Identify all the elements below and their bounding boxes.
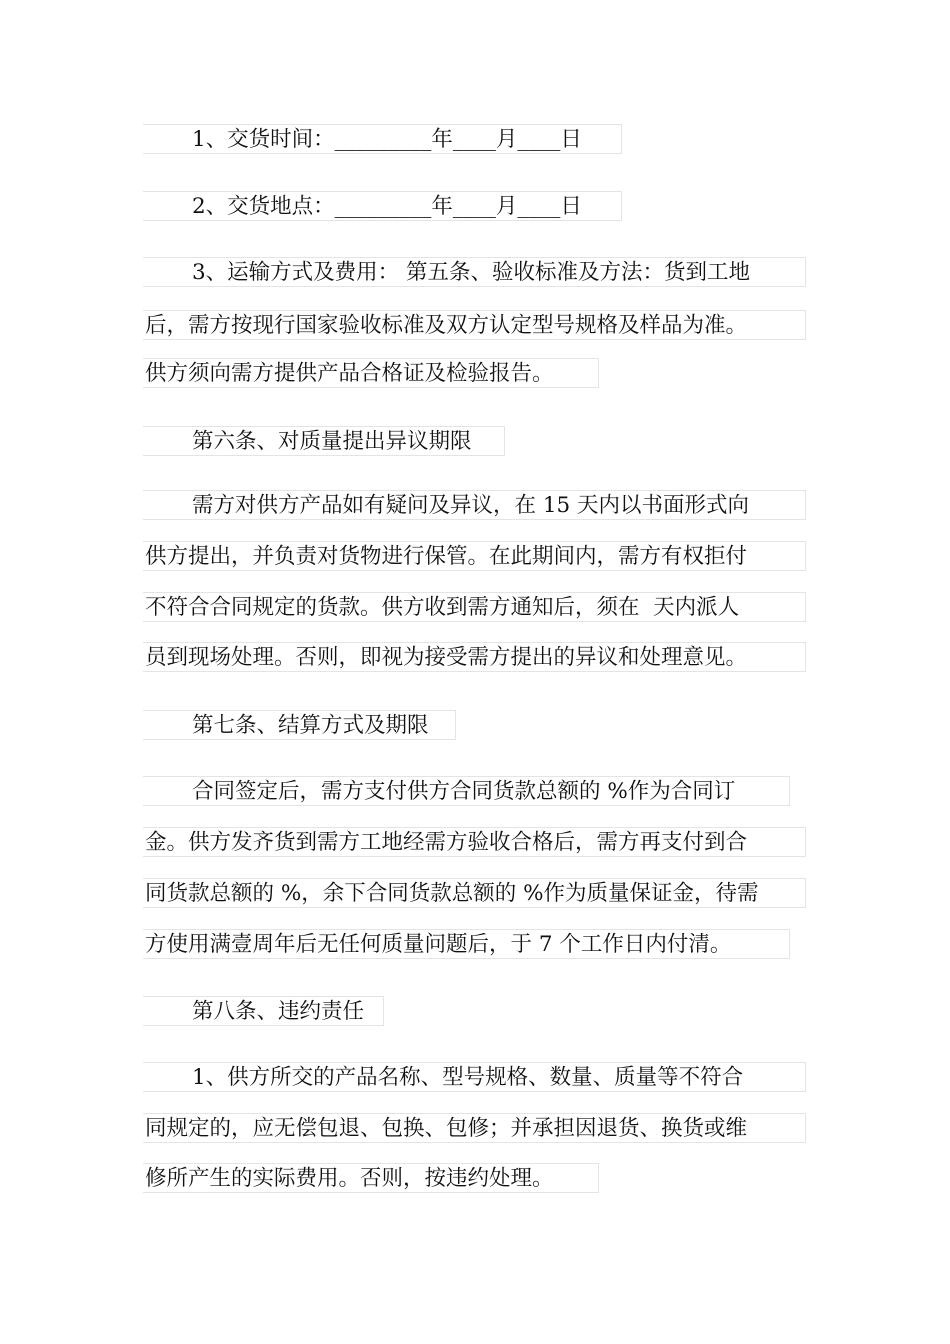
paragraph-line: 1、供方所交的产品名称、型号规格、数量、质量等不符合 [143,1062,806,1092]
paragraph-line: 后，需方按现行国家验收标准及双方认定型号规格及样品为准。 [143,310,806,340]
paragraph-line: 3、运输方式及费用： 第五条、验收标准及方法：货到工地 [143,257,806,287]
paragraph-line: 需方对供方产品如有疑问及异议，在 15 天内以书面形式向 [143,490,806,520]
section-heading-6: 第六条、对质量提出异议期限 [143,426,505,456]
paragraph-line: 方使用满壹周年后无任何质量问题后，于 7 个工作日内付清。 [143,929,790,959]
paragraph-line: 修所产生的实际费用。否则，按违约处理。 [143,1163,599,1193]
section-heading-7: 第七条、结算方式及期限 [143,710,456,740]
delivery-place-line: 2、交货地点：_________年____月____日 [143,191,622,221]
paragraph-line: 同规定的，应无偿包退、包换、包修；并承担因退货、换货或维 [143,1113,806,1143]
paragraph-line: 合同签定后，需方支付供方合同货款总额的 %作为合同订 [143,776,790,806]
paragraph-line: 不符合合同规定的货款。供方收到需方通知后，须在 天内派人 [143,592,806,622]
paragraph-line: 金。供方发齐货到需方工地经需方验收合格后，需方再支付到合 [143,827,806,857]
section-heading-8: 第八条、违约责任 [143,996,384,1026]
paragraph-line: 员到现场处理。否则，即视为接受需方提出的异议和处理意见。 [143,642,806,672]
paragraph-line: 供方须向需方提供产品合格证及检验报告。 [143,358,599,388]
paragraph-line: 同货款总额的 %，余下合同货款总额的 %作为质量保证金，待需 [143,878,806,908]
delivery-time-line: 1、交货时间：_________年____月____日 [143,124,622,154]
paragraph-line: 供方提出，并负责对货物进行保管。在此期间内，需方有权拒付 [143,541,806,571]
